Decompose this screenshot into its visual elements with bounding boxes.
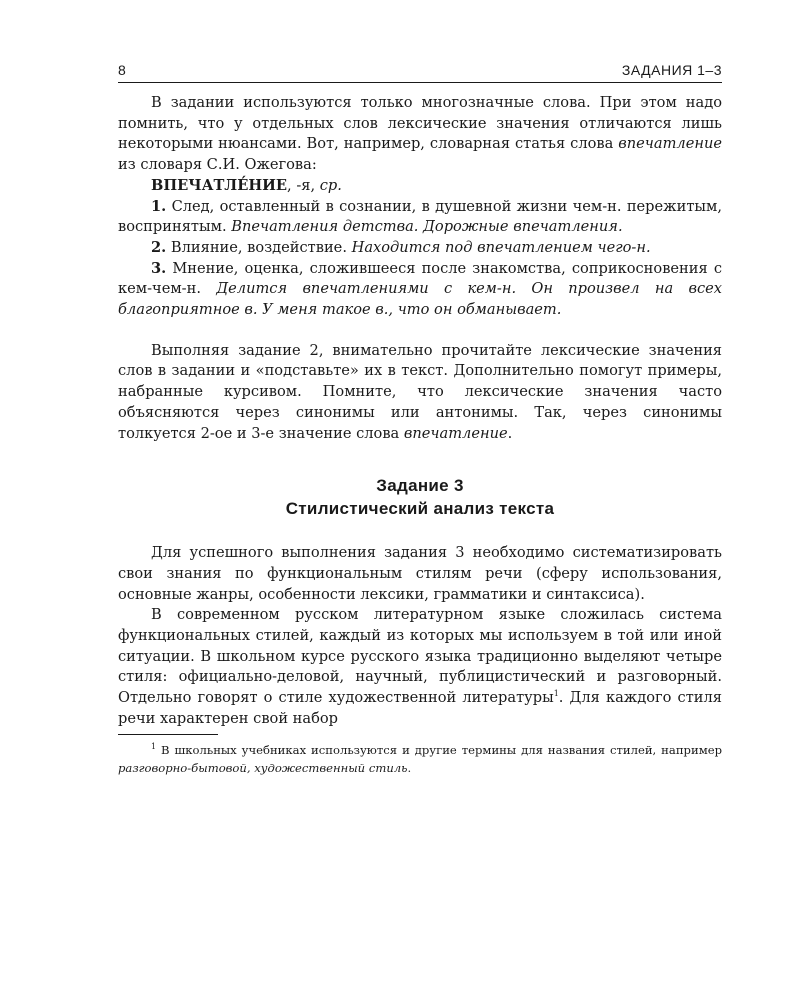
sense-example: Находится под впечатлением чего-н. (351, 238, 651, 256)
page-number: 8 (118, 62, 127, 78)
intro-paragraph (118, 93, 722, 176)
task2-paragraph (118, 341, 722, 445)
task2-italic-word: впечатление (403, 424, 508, 442)
footnote-rule (118, 734, 218, 735)
sense-number: 3. (151, 259, 167, 277)
intro-italic-word: впечатление (618, 135, 722, 153)
footnote-reference[interactable]: 1 (553, 689, 559, 699)
task2-tail: . (507, 424, 513, 442)
task3-paragraph-1: Для успешного выполнения задания 3 необходимо систематизировать свои знания по функциональным стилям речи (сферу использования, основные жанры, особенности лексики, грамматики и синтаксиса). (118, 544, 722, 603)
entry-headword: ВПЕЧАТЛЕ́НИЕ (151, 176, 288, 194)
sense-example: Делится впечатлениями с кем-н. Он произвел на всех благоприятное в. У меня такое в., что он обманывает. (118, 280, 722, 319)
intro-text: В задании используются только многозначные слова. При этом надо помнить, что у отдельных слов лексические значения отличаются лишь некоторыми нюансами. Вот, например, словарная статья слова (118, 94, 722, 153)
para2-text: В современном русском литературном языке сложилась система функциональных стилей, каждый из которых мы используем в той или иной ситуации. В школьном курсе русского языка традиционно выделяют четыре стиля: официально-деловой, научный, публицистический и разговорный. Отдельно говорят о стиле художественной литературы (118, 606, 722, 707)
entry-grammar: , -я, (287, 176, 320, 194)
section-subtitle-3: Стилистический анализ текста (285, 499, 555, 519)
sense-1 (118, 197, 722, 238)
sense-number: 1. (151, 197, 167, 215)
footnote-text: В школьных учебниках используются и другие термины для названия стилей, например (156, 742, 722, 757)
section-title-3: Задание 3 (376, 476, 464, 496)
sense-definition: Влияние, воздействие. (166, 238, 352, 256)
footnote-mark: 1 (151, 741, 157, 751)
footnote-paragraph (118, 741, 722, 777)
sense-example: Впечатления детства. Дорожные впечатления. (231, 218, 623, 236)
page (118, 62, 722, 777)
header-rule (118, 82, 722, 83)
sense-number: 2. (151, 238, 167, 256)
footnote-italic: разговорно-бытовой, художественный стиль (118, 760, 408, 775)
entry-gender: ср. (319, 176, 342, 194)
section-heading (118, 474, 722, 520)
sense-definition: Мнение, оценка, сложившееся после знакомства, соприкосновения с кем-чем-н. (118, 259, 722, 298)
para2-tail: . Для каждого стиля речи характерен свой набор (118, 689, 722, 727)
sense-definition: След, оставленный в сознании, в душевной жизни чем-н. пережитым, воспринятым. (118, 197, 722, 236)
section-title: ЗАДАНИЯ 1–3 (621, 62, 722, 78)
main-text (118, 93, 722, 730)
running-header (118, 62, 722, 78)
sense-2 (118, 238, 722, 259)
task2-text: Выполняя задание 2, внимательно прочитайте лексические значения слов в задании и «подставьте» их в текст. Дополнительно помогут примеры, набранные курсивом. Помните, что лексические значения часто объясняются через синонимы или антонимы. Так, через синонимы толкуется 2-ое и 3-е значение слова (118, 341, 722, 442)
sense-3 (118, 259, 722, 321)
footnote-tail: . (407, 760, 412, 775)
task3-paragraph-2 (118, 605, 722, 729)
footnote (118, 741, 722, 777)
dictionary-entry-head (118, 176, 722, 197)
intro-tail: из словаря С.И. Ожегова: (118, 156, 317, 174)
